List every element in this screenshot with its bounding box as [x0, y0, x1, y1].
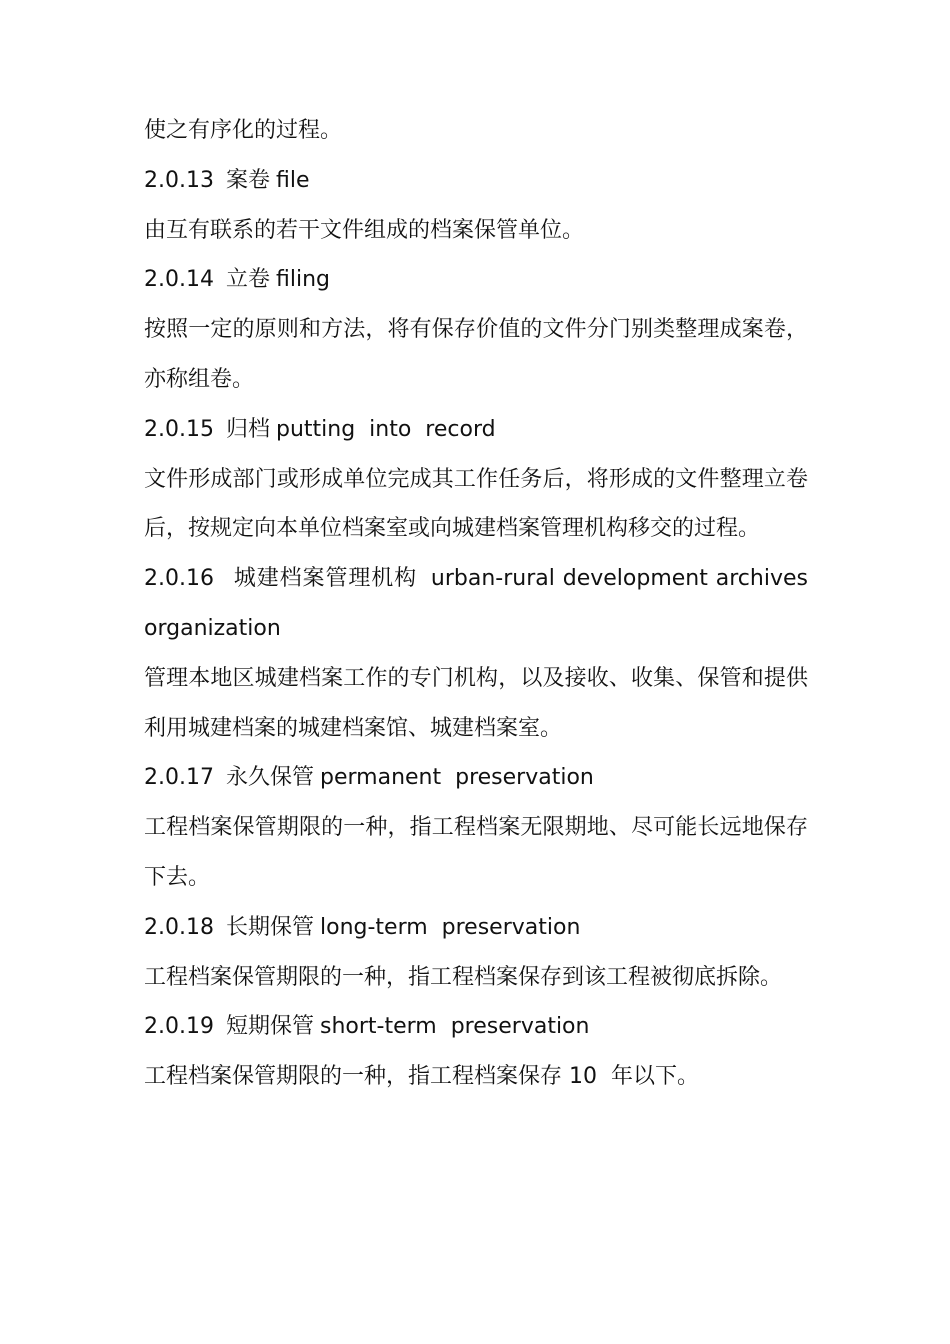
term-number: 2.0.19: [144, 1014, 214, 1040]
term-chinese: 短期保管: [225, 1014, 314, 1040]
term-chinese: 城建档案管理机构: [233, 566, 418, 592]
term-chinese: 立卷: [225, 267, 270, 293]
term-chinese: 长期保管: [225, 914, 314, 940]
term-heading-2-0-16: [144, 554, 808, 604]
term-english: file: [276, 167, 310, 193]
paragraph-line: 下去。: [144, 864, 211, 890]
paragraph-line: 利用城建档案的城建档案馆、城建档案室。: [144, 715, 563, 741]
term-heading-2-0-13: [144, 156, 808, 206]
paragraph-line: 按照一定的原则和方法，将有保存价值的文件分门别类整理成案卷，: [144, 317, 808, 343]
term-number: 2.0.17: [144, 765, 214, 791]
term-chinese: 永久保管: [225, 765, 314, 791]
term-chinese: 案卷: [225, 167, 270, 193]
paragraph-line: 由互有联系的若干文件组成的档案保管单位。: [144, 217, 585, 243]
term-heading-2-0-19: [144, 1002, 808, 1052]
term-heading-2-0-15: [144, 405, 808, 455]
term-english: permanent preservation: [320, 765, 594, 791]
paragraph-line: 后，按规定向本单位档案室或向城建档案管理机构移交的过程。: [144, 516, 761, 542]
term-english: short-term preservation: [320, 1014, 590, 1040]
paragraph-line: 工程档案保管期限的一种，指工程档案保存到该工程被彻底拆除。: [144, 964, 783, 990]
term-chinese: 归档: [225, 416, 270, 442]
term-number: 2.0.13: [144, 167, 214, 193]
term-heading-2-0-17: [144, 753, 808, 803]
paragraph-line: 使之有序化的过程。: [144, 118, 343, 143]
term-english: filing: [276, 267, 330, 293]
paragraph-line: 工程档案保管期限的一种，指工程档案保存 10 年以下。: [144, 1064, 699, 1090]
paragraph-line: 工程档案保管期限的一种，指工程档案无限期地、尽可能长远地保存: [144, 815, 808, 841]
term-number: 2.0.16: [144, 566, 214, 592]
paragraph-line: 亦称组卷。: [144, 366, 255, 392]
term-english: long-term preservation: [320, 914, 581, 940]
term-heading-2-0-18: [144, 903, 808, 953]
document-body: [144, 106, 808, 1102]
paragraph-line: 文件形成部门或形成单位完成其工作任务后，将形成的文件整理立卷: [144, 466, 808, 492]
paragraph-line: 管理本地区城建档案工作的专门机构，以及接收、收集、保管和提供: [144, 665, 808, 691]
term-english: urban-rural development archives: [430, 566, 808, 592]
term-number: 2.0.18: [144, 914, 214, 940]
term-number: 2.0.14: [144, 267, 214, 293]
term-english: putting into record: [276, 416, 496, 442]
paragraph-line: organization: [144, 615, 281, 641]
term-heading-2-0-14: [144, 255, 808, 305]
term-number: 2.0.15: [144, 416, 214, 442]
